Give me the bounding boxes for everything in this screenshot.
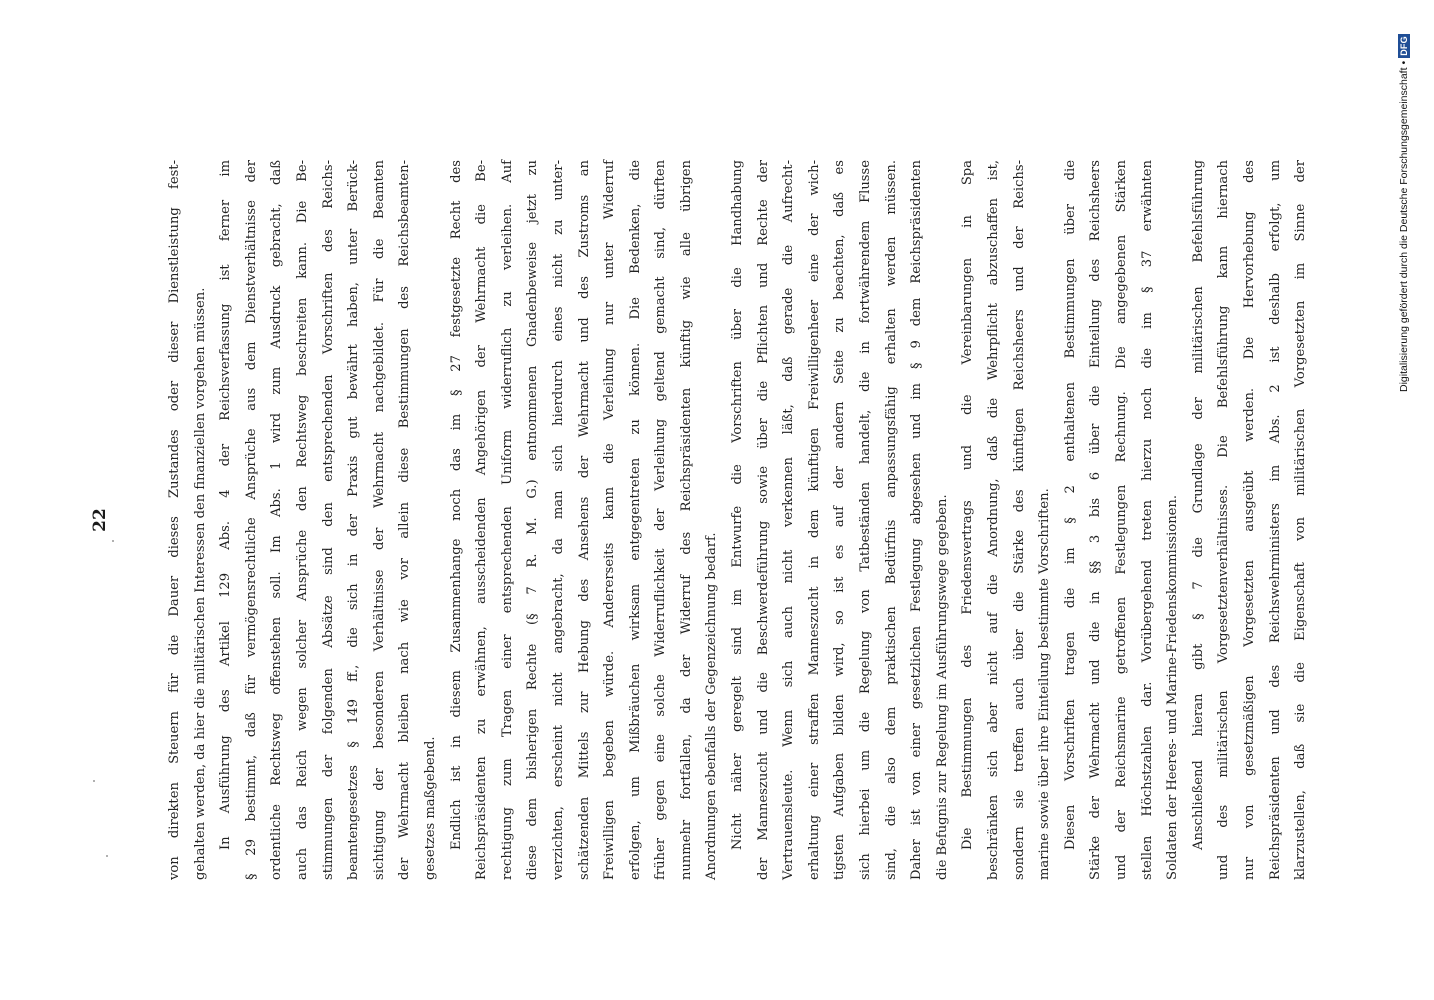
text-line: gehalten werden, da hier die militärischen Interessen den finanziellen vorgehen müssen. bbox=[192, 287, 208, 880]
text-line: nunmehr fortfallen, da der Widerruf des Reichspräsidenten künftig wie alle übrigen bbox=[678, 160, 694, 880]
text-line: sind, die also dem praktischen Bedürfnis anpassungsfähig erhalten werden müssen. bbox=[883, 160, 899, 880]
text-line: Endlich ist in diesem Zusammenhange noch das im § 27 festgesetzte Recht des bbox=[448, 160, 464, 850]
text-line: sondern sie treffen auch über die Stärke des künftigen Reichsheers und der Reichs- bbox=[1011, 160, 1027, 880]
text-line: diese dem bisherigen Rechte (§ 7 R. M. G.) entnommenen Gnadenbeweise jetzt zu bbox=[525, 160, 541, 880]
text-line: Anschließend hieran gibt § 7 die Grundlage der militärischen Befehlsführung bbox=[1190, 160, 1206, 850]
text-line: der Wehrmacht bleiben nach wie vor allein diese Bestimmungen des Reichsbeamten- bbox=[397, 160, 413, 880]
text-line: gesetzes maßgebend. bbox=[422, 736, 438, 880]
text-line: Vertrauensleute. Wenn sich auch nicht verkennen läßt, daß gerade die Aufrecht- bbox=[781, 160, 797, 880]
text-line: tigsten Aufgaben bilden wird, so ist es auf der andern Seite zu beachten, daß es bbox=[832, 160, 848, 880]
dfg-attribution bbox=[1398, 34, 1410, 392]
text-line: Soldaten der Heeres- und Marine-Friedenskommissionen. bbox=[1165, 495, 1181, 880]
text-line: sichtigung der besonderen Verhältnisse der Wehrmacht nachgebildet. Für die Beamten bbox=[371, 160, 387, 880]
text-line: rechtigung zum Tragen einer entsprechenden Uniform widerruflich zu verleihen. Auf bbox=[499, 160, 515, 880]
text-line: auch das Reich wegen solcher Ansprüche den Rechtsweg beschreiten kann. Die Be- bbox=[294, 160, 310, 880]
text-line: Daher ist von einer gesetzlichen Festlegung abgesehen und im § 9 dem Reichspräsidenten bbox=[909, 160, 925, 880]
text-line: früher gegen eine solche Widerruflichkeit der Verleihung geltend gemacht sind, dürften bbox=[653, 160, 669, 880]
text-line: verzichten, erscheint nicht angebracht, da man sich hierdurch eines nicht zu unter- bbox=[550, 160, 566, 880]
text-line: die Befugnis zur Regelung im Ausführungswege gegeben. bbox=[934, 494, 950, 880]
text-line: Anordnungen ebenfalls der Gegenzeichnung bedarf. bbox=[704, 532, 720, 880]
text-line: § 29 bestimmt, daß für vermögensrechtliche Ansprüche aus dem Dienstverhältnisse der bbox=[243, 160, 259, 880]
body-text bbox=[162, 160, 1309, 880]
text-line: klarzustellen, daß sie die Eigenschaft von militärischen Vorgesetzten im Sinne der bbox=[1293, 160, 1309, 880]
scan-speck bbox=[112, 540, 114, 542]
text-line: Stärke der Wehrmacht und die in §§ 3 bis 6 über die Einteilung des Reichsheers bbox=[1088, 160, 1104, 880]
attribution-separator: • bbox=[1398, 60, 1410, 65]
text-line: und des militärischen Vorgesetztenverhältnisses. Die Befehlsführung kann hiernach bbox=[1216, 160, 1232, 880]
dfg-logo-icon: DFG bbox=[1399, 36, 1409, 56]
text-line: und der Reichsmarine getroffenen Festlegungen Rechnung. Die angegebenen Stärken bbox=[1113, 160, 1129, 880]
text-line: sich hierbei um die Regelung von Tatbeständen handelt, die in fortwährendem Flusse bbox=[858, 160, 874, 880]
text-line: ordentliche Rechtsweg offenstehen soll. Im Abs. 1 wird zum Ausdruck gebracht, daß bbox=[269, 160, 285, 880]
text-line: In Ausführung des Artikel 129 Abs. 4 der Reichsverfassung ist ferner im bbox=[218, 160, 234, 850]
document-page bbox=[90, 160, 1309, 880]
text-line: erfolgen, um Mißbräuchen wirksam entgegentreten zu können. Die Bedenken, die bbox=[627, 160, 643, 880]
text-line: Reichspräsidenten zu erwähnen, ausscheidenden Angehörigen der Wehrmacht die Be- bbox=[474, 160, 490, 880]
text-line: von direkten Steuern für die Dauer dieses Zustandes oder dieser Dienstleistung fest- bbox=[167, 160, 182, 880]
text-line: beschränken sich aber nicht auf die Anordnung, daß die Wehrpflicht abzuschaffen ist, bbox=[986, 160, 1001, 880]
text-line: der Manneszucht und die Beschwerdeführung sowie über die Pflichten und Rechte der bbox=[755, 160, 771, 880]
text-line: nur von gesetzmäßigen Vorgesetzten ausgeübt werden. Die Hervorhebung des bbox=[1241, 160, 1257, 880]
text-line: Nicht näher geregelt sind im Entwurfe die Vorschriften über die Handhabung bbox=[730, 160, 746, 850]
text-line: Reichspräsidenten und des Reichswehrministers im Abs. 2 ist deshalb erfolgt, um bbox=[1267, 160, 1283, 880]
text-line: Freiwilligen begeben würde. Andererseits kann die Verleihung nur unter Widerruf bbox=[602, 160, 618, 880]
page-number: 22 bbox=[90, 508, 110, 532]
text-line: beamtengesetzes § 149 ff., die sich in der Praxis gut bewährt haben, unter Berück- bbox=[346, 160, 362, 880]
text-line: stimmungen der folgenden Absätze sind den entsprechenden Vorschriften des Reichs- bbox=[320, 160, 336, 880]
text-line: stellen Höchstzahlen dar. Vorübergehend treten hierzu noch die im § 37 erwähnten bbox=[1139, 160, 1155, 880]
text-line: Diesen Vorschriften tragen die im § 2 enthaltenen Bestimmungen über die bbox=[1062, 160, 1078, 850]
text-line: erhaltung einer straffen Manneszucht in dem künftigen Freiwilligenheer eine der wich- bbox=[806, 160, 822, 880]
text-line: schätzenden Mittels zur Hebung des Ansehens der Wehrmacht und des Zustroms an bbox=[576, 160, 592, 880]
text-line: Die Bestimmungen des Friedensvertrags und die Vereinbarungen in Spa bbox=[960, 160, 976, 850]
attribution-text: Digitalisierung gefördert durch die Deutsche Forschungsgemeinschaft bbox=[1398, 67, 1410, 392]
text-line: marine sowie über ihre Einteilung bestimmte Vorschriften. bbox=[1037, 488, 1053, 880]
